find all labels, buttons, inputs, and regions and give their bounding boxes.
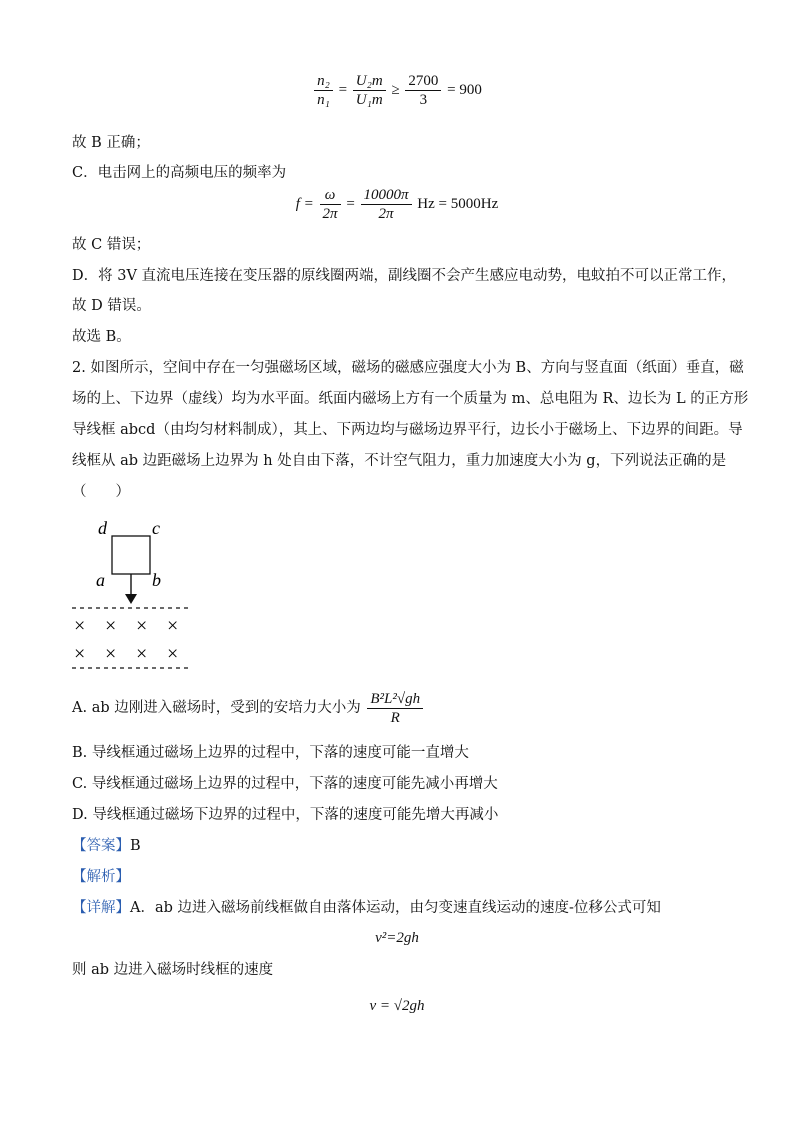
option-a (72, 688, 425, 728)
label-a: a (96, 570, 105, 590)
option-a-text: A. ab 边刚进入磁场时，受到的安培力大小为 (72, 700, 361, 716)
c-conclusion: 故 C 错误； (72, 237, 151, 253)
velocity-intro: 则 ab 边进入磁场时线框的速度 (72, 962, 274, 978)
c-intro: C．电击网上的高频电压的频率为 (72, 165, 287, 181)
geq-sign: ≥ (391, 81, 400, 98)
velocity-squared-formula: v²=2gh (375, 930, 419, 946)
wire-frame (112, 536, 150, 574)
f-result: Hz = 5000Hz (417, 195, 499, 212)
omega: ω (320, 186, 341, 205)
question-2-line-1: 2. 如图所示，空间中存在一匀强磁场区域，磁场的磁感应强度大小为 B、方向与竖直面（纸面）垂直，磁 (72, 360, 744, 376)
detail-line (72, 898, 661, 918)
question-2-line-3: 导线框 abcd（由均匀材料制成），其上、下两边均与磁场边界平行，边长小于磁场上、下边界的间距。导 (72, 422, 743, 438)
magnetic-field-figure (68, 512, 198, 672)
option-c: C. 导线框通过磁场上边界的过程中，下落的速度可能先减小再增大 (72, 776, 498, 792)
cross-7: × (136, 643, 148, 665)
question-2-line-4: 线框从 ab 边距磁场上边界为 h 处自由下落，不计空气阻力，重力加速度大小为 g，下列说法正确的是 (72, 453, 727, 469)
frequency-formula: f = $\frac{\omega}{2\pi}$ = $\frac{10000\pi}{2\pi}$ Hz = 5000Hz (295, 187, 499, 222)
label-d: d (98, 518, 107, 538)
fall-arrow-head (125, 594, 137, 604)
choose-answer: 故选 B。 (72, 329, 131, 345)
b-conclusion: 故 B 正确； (72, 135, 150, 151)
f-lhs: f = (295, 195, 314, 212)
answer-line (72, 836, 141, 856)
velocity-formula: v = √2gh (369, 998, 425, 1014)
cross-4: × (167, 615, 179, 637)
d-text-2: 故 D 错误。 (72, 298, 151, 314)
cross-3: × (136, 615, 148, 637)
cross-1: × (74, 615, 86, 637)
option-d: D. 导线框通过磁场下边界的过程中，下落的速度可能先增大再减小 (72, 807, 499, 823)
f-numerator: 10000π (361, 186, 412, 205)
analysis-tag: 【解析】 (72, 869, 130, 885)
two-pi: 2π (322, 206, 338, 222)
option-b: B. 导线框通过磁场上边界的过程中，下落的速度可能一直增大 (72, 745, 469, 761)
ratio-denominator: n₁ (317, 92, 330, 108)
value-denominator: 3 (419, 92, 428, 108)
cross-2: × (105, 615, 117, 637)
cross-6: × (105, 643, 117, 665)
f-denominator: 2π (378, 206, 394, 222)
detail-tag: 【详解】 (72, 900, 130, 916)
analysis-line (72, 867, 130, 887)
answer-tag: 【答案】 (72, 838, 130, 854)
ratio-result: = 900 (447, 81, 482, 98)
u-denominator: U₁m (355, 92, 383, 108)
u-numerator: U₂m (353, 72, 386, 91)
ratio-formula: $\frac{\text{n₂}}{\text{n₁}}$ = $\frac{\text{U₂m}}{\text{U₁m}}$ ≥ $\frac{2700}{3}$ = 900 (0, 72, 794, 109)
question-2-blank: （ ） (72, 484, 130, 500)
cross-5: × (74, 643, 86, 665)
ratio-numerator: n₂ (314, 72, 333, 91)
value-numerator: 2700 (405, 72, 441, 91)
force-denominator: R (390, 709, 400, 726)
question-2-line-2: 场的上、下边界（虚线）均为水平面。纸面内磁场上方有一个质量为 m、总电阻为 R、边长为 L 的正方形 (72, 391, 749, 407)
label-b: b (152, 570, 161, 590)
answer-value: B (130, 838, 141, 854)
force-numerator: B²L²√gh (367, 690, 423, 709)
d-text-1: D．将 3V 直流电压连接在变压器的原线圈两端，副线圈不会产生感应电动势，电蚊拍不可以正常工作， (72, 268, 737, 284)
cross-8: × (167, 643, 179, 665)
field-crosses (74, 615, 178, 665)
detail-text: A．ab 边进入磁场前线框做自由落体运动，由匀变速直线运动的速度-位移公式可知 (130, 900, 661, 916)
label-c: c (152, 518, 160, 538)
